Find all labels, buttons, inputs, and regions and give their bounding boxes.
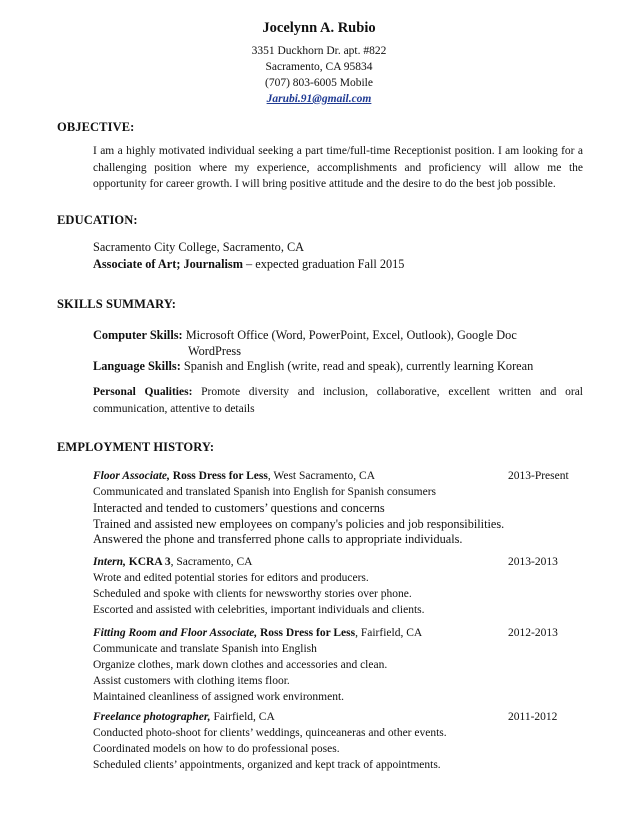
email-link[interactable]: Jarubi.91@gmail.com xyxy=(266,93,372,105)
job-location: , West Sacramento, CA xyxy=(267,470,375,482)
job-duty: Interacted and tended to customers’ questions and concerns xyxy=(93,501,385,515)
job-location: Fairfield, CA xyxy=(210,711,275,723)
job-duty: Assist customers with clothing items floor. xyxy=(93,675,290,687)
objective-text: I am a highly motivated individual seeking a part time/full-time Receptionist position. I am looking for a challenging position where my experience, accomplishments and proficiency will allow me the opportunity for career growth. I will bring positive attitude and the desire to do the best job possible. xyxy=(93,145,583,190)
job-location: , Fairfield, CA xyxy=(355,627,423,639)
job-role: Freelance photographer, xyxy=(93,711,211,723)
job-duty: Wrote and edited potential stories for editors and producers. xyxy=(93,572,369,584)
job-dates: 2013-2013 xyxy=(508,556,558,568)
job-duty: Answered the phone and transferred phone calls to appropriate individuals. xyxy=(93,532,463,546)
job-duty: Scheduled clients’ appointments, organized and kept track of appointments. xyxy=(93,759,441,771)
job-duty: Conducted photo-shoot for clients’ weddings, quinceaneras and other events. xyxy=(93,727,447,739)
job-employer: Ross Dress for Less xyxy=(172,470,268,482)
job-dates: 2011-2012 xyxy=(508,711,558,723)
degree-detail: – expected graduation Fall 2015 xyxy=(242,257,405,271)
job-role: Floor Associate, xyxy=(93,470,170,482)
job-duty: Coordinated models on how to do professional poses. xyxy=(93,743,340,755)
job-duty: Communicated and translated Spanish into English for Spanish consumers xyxy=(93,486,437,498)
job-duty: Trained and assisted new employees on company's policies and job responsibilities. xyxy=(93,517,505,531)
education-degree xyxy=(93,257,404,272)
language-skills-label: Language Skills: xyxy=(93,359,181,373)
job-duty: Maintained cleanliness of assigned work environment. xyxy=(93,691,345,703)
personal-qualities-label: Personal Qualities: xyxy=(93,386,193,398)
computer-skills-label: Computer Skills: xyxy=(93,328,183,342)
job-location: , Sacramento, CA xyxy=(170,556,253,568)
job-duty: Scheduled and spoke with clients for newsworthy stories over phone. xyxy=(93,588,412,600)
language-skills-text: Spanish and English (write, read and speak), currently learning Korean xyxy=(180,359,534,373)
education-heading: EDUCATION: xyxy=(57,213,138,227)
degree-name: Associate of Art; Journalism xyxy=(93,257,243,271)
objective-heading: OBJECTIVE: xyxy=(57,120,135,134)
computer-skills-text: Microsoft Office (Word, PowerPoint, Excel, Outlook), Google Doc xyxy=(182,328,517,342)
job-employer: KCRA 3 xyxy=(128,556,171,568)
email-row xyxy=(0,92,638,108)
skills-heading: SKILLS SUMMARY: xyxy=(57,297,177,311)
job-dates: 2013-Present xyxy=(508,470,569,482)
job-role: Intern, xyxy=(93,556,126,568)
computer-skills-continued: WordPress xyxy=(188,344,241,358)
phone-number: (707) 803-6005 Mobile xyxy=(265,77,373,89)
applicant-name: Jocelynn A. Rubio xyxy=(262,20,376,36)
job-title-line xyxy=(93,627,422,639)
personal-qualities xyxy=(93,384,583,417)
job-employer: Ross Dress for Less xyxy=(260,627,356,639)
job-title-line xyxy=(93,711,275,723)
education-school: Sacramento City College, Sacramento, CA xyxy=(93,240,305,254)
employment-heading: EMPLOYMENT HISTORY: xyxy=(57,440,215,454)
job-role: Fitting Room and Floor Associate, xyxy=(93,627,258,639)
job-title-line xyxy=(93,470,375,482)
personal-qualities-text: Promote diversity and inclusion, collaborative, excellent written and oral communication, attentive to details xyxy=(93,386,583,415)
address-line-2: Sacramento, CA 95834 xyxy=(265,61,373,73)
job-title-line xyxy=(93,556,252,568)
job-duty: Communicate and translate Spanish into English xyxy=(93,643,317,655)
language-skills xyxy=(93,359,533,374)
computer-skills xyxy=(93,328,517,343)
address-line-1: 3351 Duckhorn Dr. apt. #822 xyxy=(251,45,387,57)
job-dates: 2012-2013 xyxy=(508,627,558,639)
job-duty: Organize clothes, mark down clothes and accessories and clean. xyxy=(93,659,388,671)
job-duty: Escorted and assisted with celebrities, important individuals and clients. xyxy=(93,604,425,616)
